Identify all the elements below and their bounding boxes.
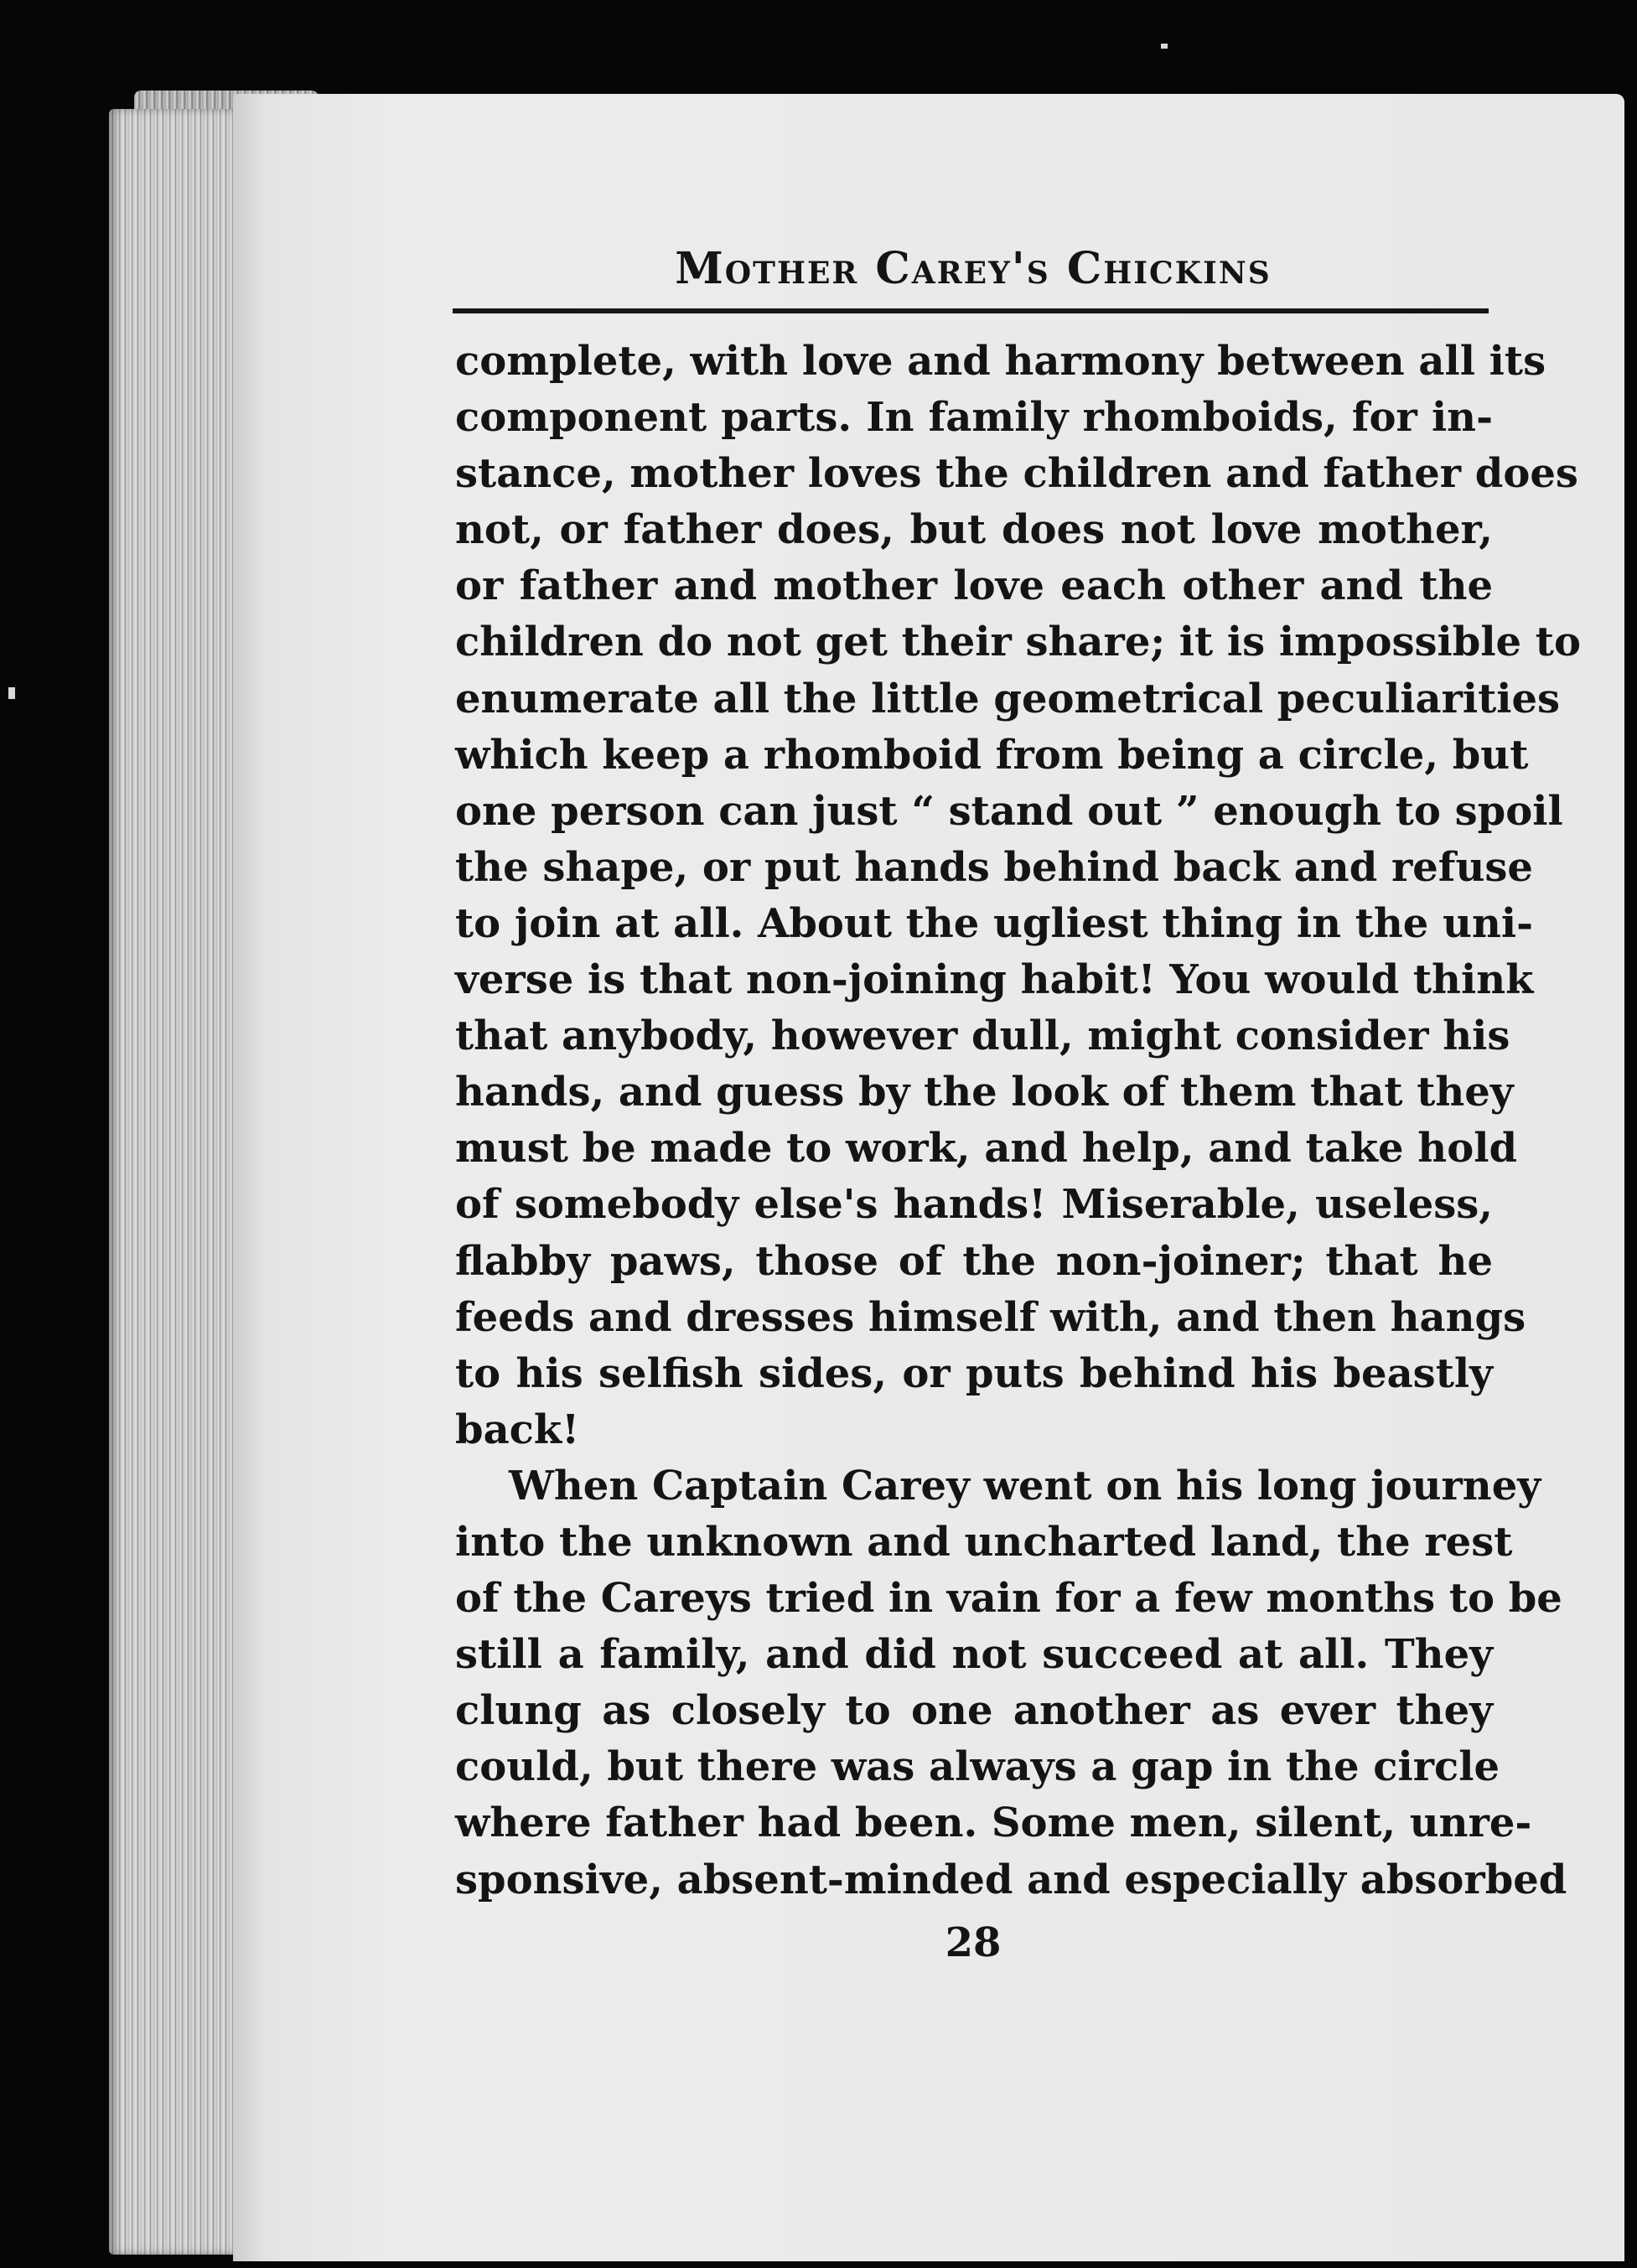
text-line: of somebody else's hands! Miserable, useless, xyxy=(455,1181,1493,1229)
text-line: or father and mother love each other and the xyxy=(455,562,1493,610)
text-line: could, but there was always a gap in the circle xyxy=(455,1743,1500,1791)
text-line: the shape, or put hands behind back and refuse xyxy=(455,843,1533,891)
text-line: hands, and guess by the look of them that they xyxy=(455,1069,1514,1116)
text-line: which keep a rhomboid from being a circle, but xyxy=(455,731,1529,779)
text-line: where father had been. Some men, silent, unre- xyxy=(455,1799,1532,1847)
header-rule xyxy=(453,308,1489,313)
text-line: still a family, and did not succeed at all. They xyxy=(455,1631,1493,1679)
dust-speck xyxy=(8,687,15,699)
text-line: component parts. In family rhomboids, for in- xyxy=(455,394,1493,442)
text-line: verse is that non-joining habit! You would think xyxy=(455,956,1534,1004)
text-line: sponsive, absent-minded and especially absorbed xyxy=(455,1856,1567,1903)
body-text xyxy=(455,334,1581,1908)
text-line: one person can just “ stand out ” enough to spoil xyxy=(455,787,1563,835)
text-line: to join at all. About the ugliest thing in the uni- xyxy=(455,899,1533,947)
text-line: to his selfish sides, or puts behind his beastly xyxy=(455,1349,1493,1397)
text-line-paragraph-start: When Captain Carey went on his long journey xyxy=(509,1462,1541,1509)
text-line: must be made to work, and help, and take hold xyxy=(455,1125,1518,1173)
text-line: complete, with love and harmony between all its xyxy=(455,338,1546,385)
text-line: children do not get their share; it is impossible to xyxy=(455,619,1581,666)
text-line: enumerate all the little geometrical peculiarities xyxy=(455,675,1561,722)
text-line: stance, mother loves the children and father does xyxy=(455,450,1578,498)
page-edges-stack xyxy=(109,109,243,2255)
running-head: Mother Carey's Chickins xyxy=(675,243,1272,294)
text-line: into the unknown and uncharted land, the rest xyxy=(455,1518,1513,1566)
dust-speck xyxy=(1161,44,1168,49)
page-number: 28 xyxy=(945,1919,1002,1966)
text-line-paragraph-end: back! xyxy=(455,1406,580,1453)
text-line: of the Careys tried in vain for a few months to be xyxy=(455,1575,1562,1623)
text-line: flabby paws, those of the non-joiner; that he xyxy=(455,1237,1493,1285)
text-line: clung as closely to one another as ever they xyxy=(455,1687,1493,1735)
text-line: not, or father does, but does not love mother, xyxy=(455,506,1493,554)
text-line: feeds and dresses himself with, and then hangs xyxy=(455,1293,1526,1341)
text-line: that anybody, however dull, might consider his xyxy=(455,1012,1510,1060)
